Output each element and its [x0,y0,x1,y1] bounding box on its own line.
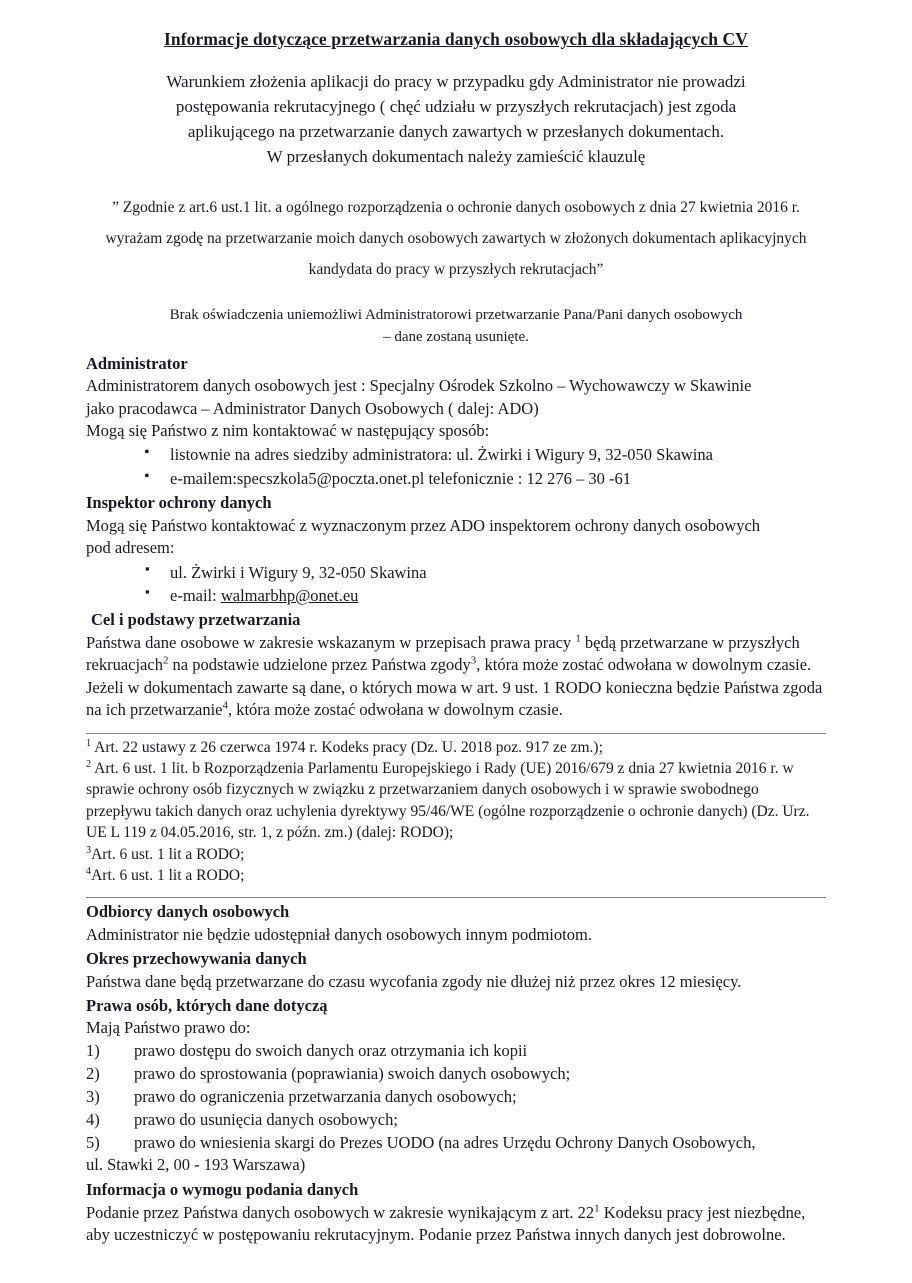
footnote-4 [86,865,826,886]
footnote-1 [86,737,826,758]
intro-line-3: aplikującego na przetwarzanie danych zawartych w przesłanych dokumentach. [187,122,725,142]
footnote-1-text: Art. 22 ustawy z 26 czerwca 1974 r. Kodeks pracy (Dz. U. 2018 poz. 917 ze zm.); [91,738,603,756]
footnotes-block [86,737,826,887]
inspector-email-link[interactable]: walmarbhp@onet.eu [220,586,359,606]
section-heading-administrator: Administrator [86,353,188,373]
section-heading-rights: Prawa osób, których dane dotyczą [86,996,328,1015]
footnote-ref-4: 4 [222,699,228,712]
list-item-label: prawo do usunięcia danych osobowych; [134,1109,398,1129]
footnote-separator-top [86,733,826,734]
list-item [86,1040,826,1063]
list-item-label: prawo dostępu do swoich danych oraz otrzymania ich kopii [134,1040,528,1060]
purpose-p1-part-b: będą przetwarzane w przyszłych rekruacjach [86,632,800,675]
list-item: ▪ ul. Żwirki i Wigury 9, 32-050 Skawina [144,561,826,584]
list-item: • listownie na adres siedziby administratora: ul. Żwirki i Wigury 9, 32-050 Skawina [144,443,826,466]
list-item: • e-mailem:specszkola5@poczta.onet.pl telefonicznie : 12 276 – 30 -61 [144,467,826,490]
inspector-line-2: pod adresem: [86,538,175,558]
intro-line-1: Warunkiem złożenia aplikacji do pracy w przypadku gdy Administrator nie prowadzi [166,72,746,92]
administrator-contact-list [86,443,826,490]
list-item [144,584,826,607]
clause-line-2: wyrażam zgodę na przetwarzanie moich danych osobowych zawartych w złożonych dokumentach aplikacyjnych [105,230,807,248]
footnote-marker-3: 3 [86,844,92,856]
purpose-p1-part-c: na podstawie udzielone przez Państwa zgody [168,655,471,675]
footnote-marker-4: 4 [86,865,92,877]
list-item [86,1109,826,1132]
purpose-p1-part-d: , która może zostać odwołana w dowolnym czasie. [476,655,812,675]
retention-text: Państwa dane będą przetwarzane do czasu wycofania zgody nie dłużej niż przez okres 12 miesięcy. [86,971,742,991]
rights-intro: Mają Państwo prawo do: [86,1018,251,1038]
administrator-line-2: jako pracodawca – Administrator Danych Osobowych ( dalej: ADO) [86,398,539,418]
missing-statement-notice [110,305,802,349]
purpose-p2-part-a: Jeżeli w dokumentach zawarte są dane, o których mowa w art. 9 ust. 1 RODO konieczna będzie Państwa zgoda na ich przetwarzanie [86,677,823,720]
list-item-number: 4) [86,1109,100,1129]
list-item-number: 3) [86,1086,100,1106]
section-heading-inspector: Inspektor ochrony danych [86,493,272,513]
notice-line-2: – dane zostaną usunięte. [383,328,529,345]
intro-line-4: W przesłanych dokumentach należy zamieścić klauzulę [266,147,646,167]
clause-line-3: kandydata do pracy w przyszłych rekrutacjach” [308,261,604,279]
list-item [86,1132,826,1155]
footnote-3-text: Art. 6 ust. 1 lit a RODO; [91,845,245,863]
footnote-2 [86,758,826,844]
rights-item-5-continuation: ul. Stawki 2, 00 - 193 Warszawa) [86,1155,306,1175]
section-heading-purpose: Cel i podstawy przetwarzania [91,610,301,630]
footnote-marker-2: 2 [86,758,92,770]
list-item-label: prawo do wniesienia skargi do Prezes UODO (na adres Urzędu Ochrony Danych Osobowych, [134,1132,756,1152]
footnote-2-text: Art. 6 ust. 1 lit. b Rozporządzenia Parlamentu Europejskiego i Rady (UE) 2016/679 z dnia 27 kwietnia 2016 r. w sprawie ochrony osób fizycznych w związku z przetwarzaniem danych osobowych i w sprawie swobodnego przepływu takich danych oraz uchylenia dyrektywy 95/46/WE (ogólne rozporządzenie o ochronie danych) (Dz. Urz. UE L 119 z 04.05.2016, str. 1, z późn. zm.) (dalej: RODO); [86,760,810,842]
list-item-number: 1) [86,1040,100,1060]
requirement-text-part-b: Kodeksu pracy jest niezbędne, aby uczestniczyć w postępowaniu rekrutacyjnym. Podanie przez Państwa innych danych jest dobrowolne. [86,1202,806,1245]
administrator-contact-intro: Mogą się Państwo z nim kontaktować w następujący sposób: [86,421,490,440]
section-heading-requirement: Informacja o wymogu podania danych [86,1180,359,1200]
footnote-separator-bottom [86,897,826,898]
purpose-p1-part-a: Państwa dane osobowe w zakresie wskazanym w przepisach prawa pracy [86,632,576,652]
list-item [86,1086,826,1109]
footnote-ref-2: 2 [162,654,169,667]
requirement-superscript: 1 [594,1202,600,1215]
list-item-number: 2) [86,1063,100,1083]
footnote-marker-1: 1 [86,737,92,749]
footnote-4-text: Art. 6 ust. 1 lit a RODO; [91,866,245,884]
list-item-label: prawo do sprostowania (poprawiania) swoich danych osobowych; [134,1063,571,1083]
intro-paragraph [104,70,808,170]
notice-line-1: Brak oświadczenia uniemożliwi Administratorowi przetwarzanie Pana/Pani danych osobowych [169,307,743,324]
recipients-text: Administrator nie będzie udostępniał danych osobowych innym podmiotom. [86,924,592,944]
clause-line-1: ” Zgodnie z art.6 ust.1 lit. a ogólnego rozporządzenia o ochronie danych osobowych z dnia 27 kwietnia 2016 r. [112,199,800,217]
intro-line-2: postępowania rekrutacyjnego ( chęć udziału w przyszłych rekrutacjach) jest zgoda [175,97,737,117]
email-label: e-mail: [170,586,221,606]
administrator-line-1: Administratorem danych osobowych jest : Specjalny Ośrodek Szkolno – Wychowawczy w Skawinie [86,376,752,396]
spacer [86,349,826,351]
list-item-label: prawo do ograniczenia przetwarzania danych osobowych; [134,1086,517,1106]
page-title: Informacje dotyczące przetwarzania danych osobowych dla składających CV [163,29,749,49]
requirement-text-part-a: Podanie przez Państwa danych osobowych w zakresie wynikającym z art. 22 [86,1202,595,1222]
section-heading-retention: Okres przechowywania danych [86,949,307,969]
purpose-paragraph-1 [86,632,826,677]
footnote-3 [86,844,826,865]
footnote-ref-3: 3 [470,654,477,667]
inspector-contact-list [86,561,826,608]
list-item-number: 5) [86,1132,100,1152]
consent-clause [86,192,826,285]
list-item [86,1063,826,1086]
footnote-ref-1: 1 [575,632,581,645]
section-heading-recipients: Odbiorcy danych osobowych [86,902,290,922]
purpose-paragraph-2 [86,677,826,722]
requirement-text [86,1202,826,1247]
rights-list [86,1040,826,1155]
inspector-line-1: Mogą się Państwo kontaktować z wyznaczonym przez ADO inspektorem ochrony danych osobowych [86,515,761,535]
purpose-p2-part-b: , która może zostać odwołana w dowolnym czasie. [227,700,563,720]
